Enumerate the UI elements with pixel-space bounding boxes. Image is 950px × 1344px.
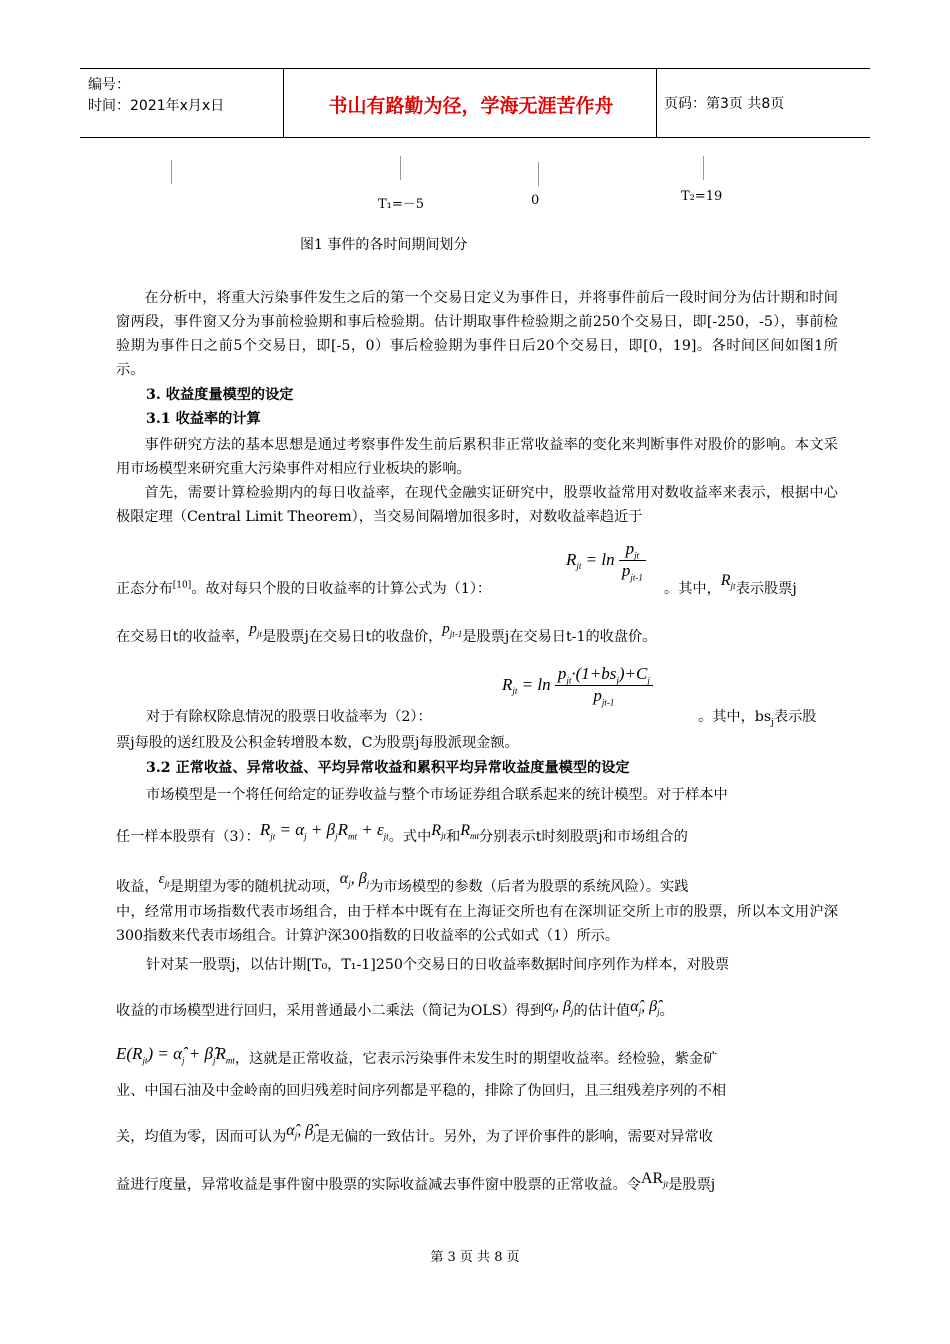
formula-1: $R_{jt} = \ln$ $\frac{p_{jt}}{p_{jt-1}}$ — [566, 539, 646, 583]
section-heading-3-1: 3.1 收益率的计算 — [146, 411, 261, 427]
paragraph-market-index: 中，经常用市场指数代表市场组合，由于样本中既有在上海证交所也有在深圳证交所上市的股票，所以本文用沪深300指数来代表市场组合。计算沪深300指数的日收益率的公式如式（1）所示。 — [116, 904, 838, 944]
header-divider — [283, 69, 284, 137]
timeline-label-t2: T₂=19 — [681, 189, 723, 204]
formula-1-fraction: $\frac{p_{jt}}{p_{jt-1}}$ — [619, 539, 646, 583]
paragraph-line: 益进行度量，异常收益是事件窗中股票的实际收益减去事件窗中股票的正常收益。令$AR_{jt}$是股票j — [116, 1170, 716, 1193]
page-header — [80, 68, 870, 138]
paragraph-line: 。其中，$R_{jt}$表示股票j — [664, 572, 797, 597]
paragraph-event-window: 在分析中，将重大污染事件发生之后的第一个交易日定义为事件日，并将事件前后一段时间分为估计期和时间窗两段，事件窗又分为事前检验期和事后检验期。估计期取事件检验期之前250个交易日，即[-250，-5），事前检验期为事件日之前5个交易日，即[-5，0）事后检验期为事件日后20个交易日，即[0，19]。各时间区间如图1所示。 — [116, 290, 838, 378]
timeline-tick — [171, 160, 172, 184]
paragraph-line: 票j每股的送红股及公积金转增股本数，C为股票j每股派现金额。 — [116, 735, 519, 751]
page-footer: 第 3 页 共 8 页 — [430, 1250, 520, 1265]
formula-2: $R_{jt} = \ln$ $\frac{p_{jt}\cdot(1+bs_j)+C_j}{p_{jt-1}}$ — [502, 664, 653, 708]
timeline-tick — [703, 156, 704, 180]
paragraph-line: 任一样本股票有（3）：$R_{jt} = \alpha_j + \beta_jR_{mt} + \varepsilon_{jt}$。式中$R_{jt}$和$R_{mt}$分别表示t时刻股票j和市场组合的 — [116, 820, 688, 845]
paragraph-line: 关，均值为零，因而可认为$\alphâ_j$, $\betâ_j$是无偏的一致估计。另外，为了评价事件的影响，需要对异常收 — [116, 1122, 713, 1145]
paragraph-line: 市场模型是一个将任何给定的证券收益与整个市场证券组合联系起来的统计模型。对于样本中 — [146, 787, 728, 803]
header-page-number: 页码：第3页 共8页 — [664, 96, 785, 112]
section-heading-3-2: 3.2 正常收益、异常收益、平均异常收益和累积平均异常收益度量模型的设定 — [146, 760, 630, 776]
paragraph-line: $E(R_{jt})$ = $\alphâ_j$ + $\betâ_jR_{mt}$，这就是正常收益，它表示污染事件未发生时的期望收益率。经检验，紫金矿 — [116, 1044, 718, 1067]
header-divider — [656, 69, 657, 137]
timeline-label-t1: T₁=－5 — [378, 197, 425, 212]
paragraph-log-return: 首先，需要计算检验期内的每日收益率，在现代金融实证研究中，股票收益常用对数收益率来表示，根据中心极限定理（Central Limit Theorem），当交易间隔增加很多时，对数收益率趋近于 — [116, 485, 838, 525]
paragraph-line: 正态分布[10]。故对每只个股的日收益率的计算公式为（1）： — [116, 580, 492, 597]
formula-3: $R_{jt} = \alpha_j + \beta_jR_{mt} + \varepsilon_{jt}$ — [259, 820, 389, 842]
paragraph-line: 在交易日t的收益率，$p_{jt}$是股票j在交易日t的收盘价，$p_{jt-1}$是股票j在交易日t-1的收盘价。 — [116, 621, 657, 645]
paragraph-line: 对于有除权除息情况的股票日收益率为（2）： — [146, 709, 432, 725]
figure-caption: 图1 事件的各时间期间划分 — [300, 237, 468, 253]
header-meta — [88, 75, 224, 117]
header-motto: 书山有路勤为径，学海无涯苦作舟 — [328, 95, 614, 117]
citation: [10] — [172, 580, 192, 591]
header-number: 编号： — [88, 77, 130, 93]
formula-expected-return: $E(R_{jt})$ = $\alphâ_j$ + $\betâ_jR_{mt}$ — [116, 1044, 235, 1066]
paragraph-line: 收益的市场模型进行回归，采用普通最小二乘法（简记为OLS）得到$\alpha_j$, $\beta_j$的估计值$\alphâ_j$, $\betâ_j$。 — [116, 998, 674, 1019]
paragraph-line: 。其中，$bs_j$表示股 — [698, 709, 817, 728]
timeline-tick — [538, 162, 539, 186]
formula-2-fraction: $\frac{p_{jt}\cdot(1+bs_j)+C_j}{p_{jt-1}}$ — [555, 664, 653, 708]
header-time: 时间：2021年x月x日 — [88, 98, 225, 114]
paragraph-line: 针对某一股票j，以估计期[T₀，T₁-1]250个交易日的日收益率数据时间序列作为样本，对股票 — [146, 957, 730, 973]
timeline-tick — [400, 156, 401, 180]
paragraph-line: 业、中国石油及中金岭南的回归残差时间序列都是平稳的，排除了伪回归，且三组残差序列的不相 — [116, 1083, 727, 1099]
paragraph-line: 收益，$\varepsilon_{jt}$是期望为零的随机扰动项，$\alpha_j$, $\beta_j$为市场模型的参数（后者为股票的系统风险）。实践 — [116, 870, 689, 895]
paragraph-method: 事件研究方法的基本思想是通过考察事件发生前后累积非正常收益率的变化来判断事件对股价的影响。本文采用市场模型来研究重大污染事件对相应行业板块的影响。 — [116, 437, 838, 477]
timeline-label-zero: 0 — [531, 193, 540, 208]
section-heading-3: 3. 收益度量模型的设定 — [146, 387, 294, 403]
